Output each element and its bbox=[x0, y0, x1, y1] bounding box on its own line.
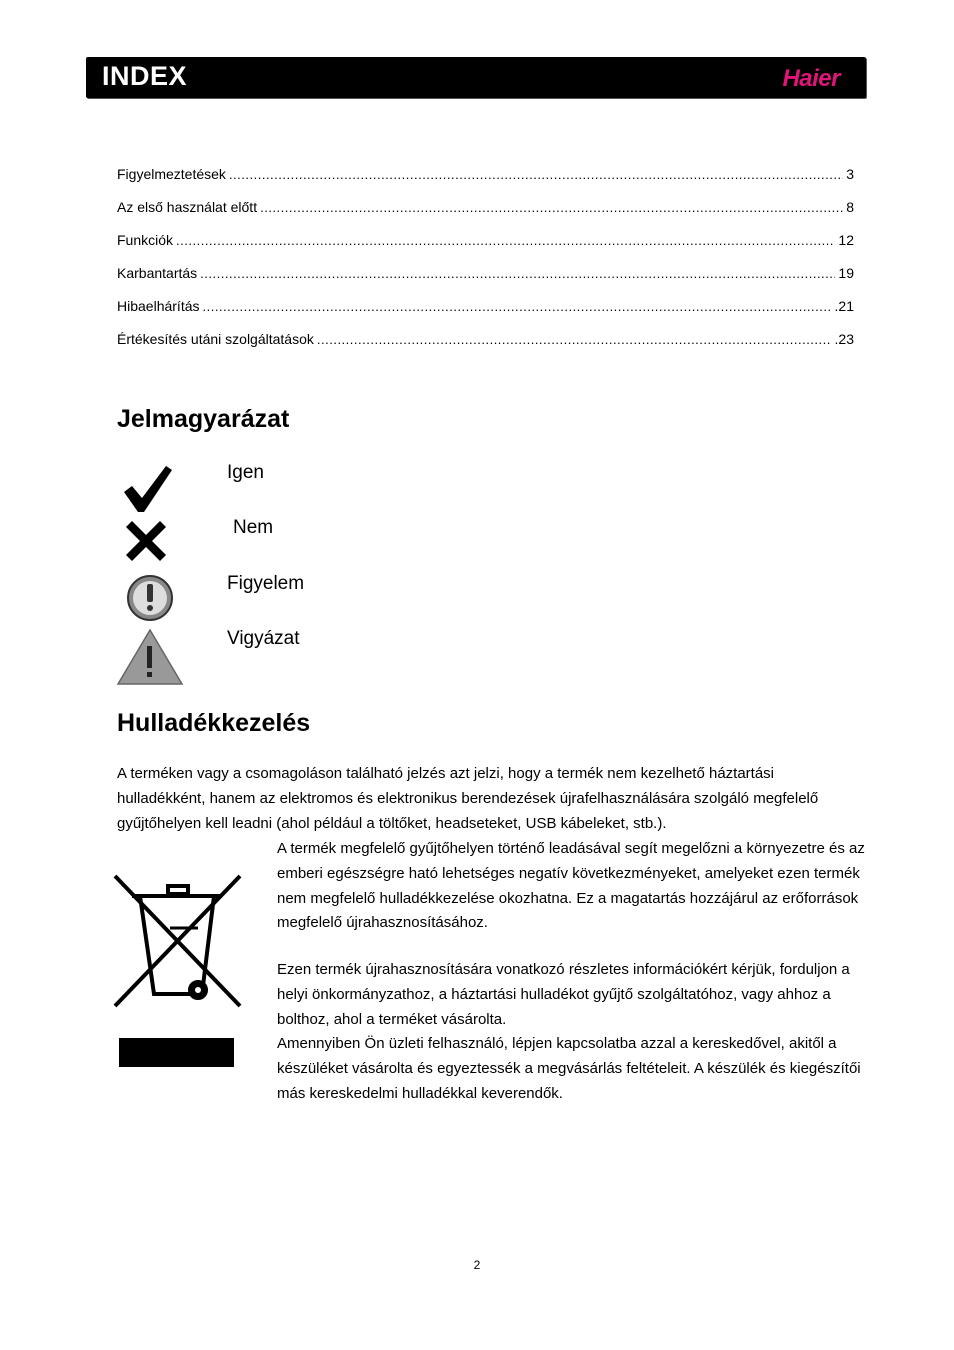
toc-page: 12 bbox=[838, 232, 854, 248]
waste-paragraph: Ezen termék újrahasznosítására vonatkozó részletes információkért kérjük, forduljon a helyi önkormányzathoz, a háztartási hulladékot gyűjtő szolgáltatóhoz, vagy ahhoz a bolthoz, ahol a terméket vásárolta. bbox=[277, 961, 850, 1028]
toc-page: 8 bbox=[846, 199, 854, 215]
toc-leader-dots bbox=[260, 200, 843, 215]
toc-label: Figyelmeztetések bbox=[117, 166, 226, 182]
toc-leader-dots bbox=[176, 233, 835, 248]
page-title: INDEX bbox=[102, 61, 188, 91]
toc-page: .21 bbox=[834, 298, 854, 314]
toc-label: Hibaelhárítás bbox=[117, 298, 200, 314]
toc-page: .23 bbox=[834, 331, 854, 347]
header-bar bbox=[86, 57, 866, 98]
legend-heading: Jelmagyarázat bbox=[117, 405, 290, 433]
toc-row[interactable] bbox=[117, 331, 854, 364]
toc-label: Karbantartás bbox=[117, 265, 198, 281]
legend-item-caution bbox=[116, 628, 516, 688]
legend-label: Figyelem bbox=[227, 573, 305, 594]
toc-row[interactable] bbox=[117, 166, 854, 199]
check-icon bbox=[116, 462, 186, 517]
page-number: 2 bbox=[473, 1258, 481, 1272]
toc-label: Értékesítés utáni szolgáltatások bbox=[117, 331, 314, 347]
toc-leader-dots bbox=[317, 332, 832, 347]
toc-leader-dots bbox=[203, 299, 832, 314]
toc-leader-dots bbox=[200, 266, 835, 281]
legend-item-no bbox=[116, 517, 516, 572]
table-of-contents bbox=[117, 166, 854, 364]
toc-label: Az első használat előtt bbox=[117, 199, 258, 215]
toc-row[interactable] bbox=[117, 265, 854, 298]
crossed-out-wheelie-bin-icon bbox=[110, 872, 245, 1072]
toc-page: 19 bbox=[838, 265, 854, 281]
waste-paragraph: A termék megfelelő gyűjtőhelyen történő leadásával segít megelőzni a környezetre és az emberi egészségre ható lehetséges negatív következményeket, amelyeket ezen termék nem megfelelő hulladékkezelése okozhatna. Ez a magatartás hozzájárul az erőforrások megfelelő újrahasznosításához. bbox=[277, 840, 865, 932]
toc-page: 3 bbox=[846, 166, 854, 182]
waste-paragraph: A terméken vagy a csomagoláson található jelzés azt jelzi, hogy a termék nem kezelhető háztartási hulladékként, hanem az elektromos és elektronikus berendezések újrafelhasználására szolgáló megfelelő gyűjtőhelyen kell leadni (ahol például a töltőket, headseteket, USB kábeleket, stb.). bbox=[117, 765, 819, 832]
legend-item-yes bbox=[116, 462, 516, 517]
toc-row[interactable] bbox=[117, 298, 854, 331]
legend-label: Igen bbox=[227, 462, 264, 483]
waste-heading: Hulladékkezelés bbox=[117, 709, 311, 737]
cross-icon bbox=[116, 517, 186, 572]
toc-row[interactable] bbox=[117, 199, 854, 232]
waste-paragraph: Amennyiben Ön üzleti felhasználó, lépjen kapcsolatba azzal a kereskedővel, akitől a készüléket vásárolta és egyeztessék a megvásárlás feltételeit. A készülék és kiegészítői más kereskedelmi hulladékkal keverendők. bbox=[277, 1035, 861, 1102]
warning-triangle-icon bbox=[116, 628, 186, 688]
legend-label: Nem bbox=[233, 517, 274, 538]
legend-item-attention bbox=[116, 572, 516, 627]
brand-logo: Haier bbox=[782, 65, 840, 92]
legend-label: Vigyázat bbox=[227, 628, 300, 649]
toc-leader-dots bbox=[229, 167, 843, 182]
toc-row[interactable] bbox=[117, 232, 854, 265]
attention-circle-icon bbox=[116, 572, 186, 627]
toc-label: Funkciók bbox=[117, 232, 174, 248]
